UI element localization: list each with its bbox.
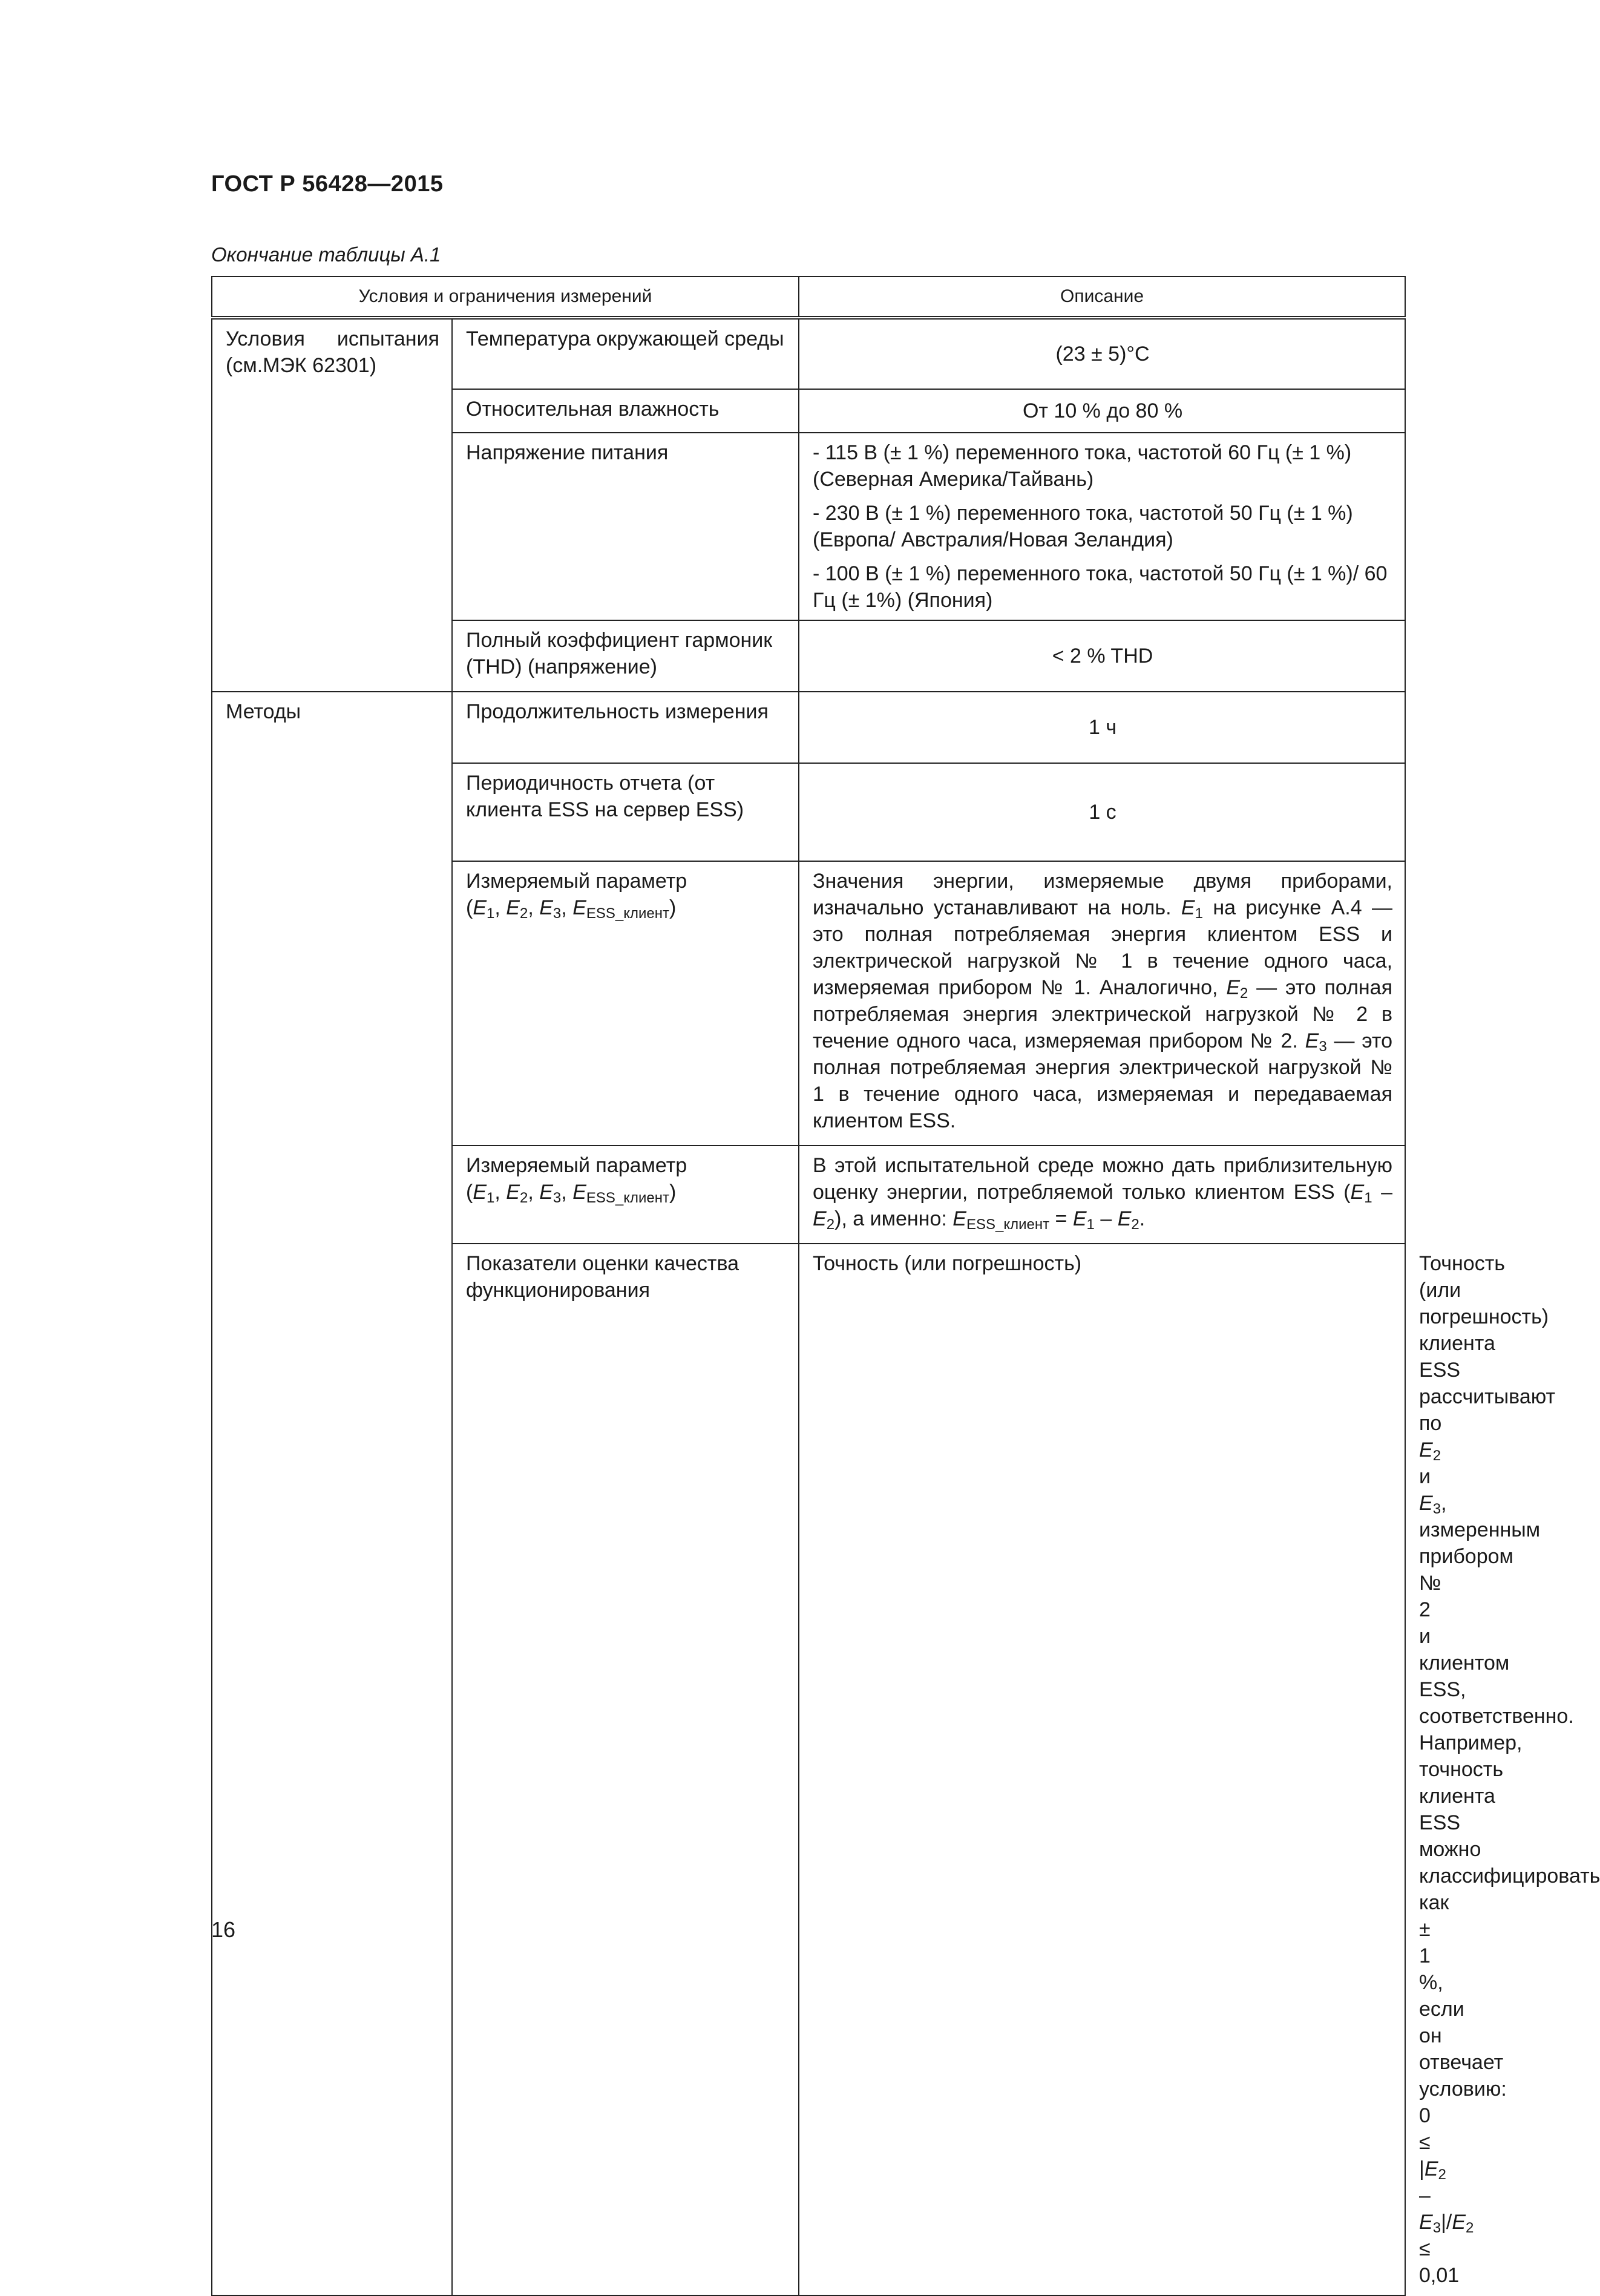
symbol-e: E [1419,2211,1433,2234]
row-value-measured-2: В этой испытательной среде можно дать приблизительную оценку энергии, потребляемой только клиентом ESS $(E_1 - E_2)$, а именно: $E_{ESS\_клиент} = E_1 - E_2$. [799,1146,1405,1244]
text-fragment: и [1419,1465,1431,1488]
symbol-e: E [813,1207,827,1230]
symbol-e: E [1424,2157,1438,2180]
subscript: 3 [1432,1501,1441,1517]
subscript: 2 [519,905,528,922]
table-caption: Окончание таблицы А.1 [211,243,441,266]
row-label-measured-1: Измеряемый параметр ($E_1$, $E_2$, $E_3$, $E_{ESS\_клиент}$) [452,861,799,1146]
measured-param-label: Измеряемый параметр [466,870,687,893]
symbol-e: E [1117,1207,1132,1230]
measured-param-label: Измеряемый параметр [466,1154,687,1177]
text-fragment: ), а именно: [834,1207,953,1230]
symbol-e: E [539,1181,553,1204]
symbol-e: E [506,1181,520,1204]
text-fragment: — это полная потребляемая энергия электрической нагрузкой № 1 в течение одного часа, измеряемая и передаваемая клиентом ESS. [813,1029,1393,1132]
subscript: 3 [552,1190,562,1206]
row-label-duration: Продолжительность измерения [452,692,799,763]
subscript: 1 [1364,1190,1372,1206]
subscript: 1 [487,1190,495,1206]
symbol-e: E [1181,896,1195,919]
text-fragment: на рисунке А.4 — это полная потребляемая энергия клиентом ESS и электрической нагрузкой № 1 в течение одного часа, измеряемая прибором № 1. Аналогично, [813,896,1393,999]
symbol-e: E [952,1207,966,1230]
row-label-voltage: Напряжение питания [452,433,799,620]
table-row [212,318,1405,389]
row-value-temperature: (23 ± 5)°C [799,318,1405,389]
symbol-e: E [1305,1029,1319,1052]
subscript: 1 [487,905,495,922]
subscript: 2 [1432,1448,1441,1464]
row-value-voltage-list [799,433,1405,620]
group-performance: Показатели оценки качества функционирования [452,1244,799,2295]
row-value-report-period: 1 с [799,763,1405,861]
symbol-e: E [572,896,586,919]
symbol-e: E [539,896,553,919]
subscript: 1 [1195,905,1203,922]
row-value-measured-1 [799,861,1405,1146]
text-fragment: Точность (или погрешность) клиента ESS рассчитывают по [1419,1252,1556,1435]
subscript: 3 [1432,2220,1441,2236]
subscript: 1 [1086,1216,1095,1233]
document-header: ГОСТ Р 56428—2015 [211,171,444,197]
row-label-temperature: Температура окружающей среды [452,318,799,389]
voltage-item-japan: - 100 В (± 1 %) переменного тока, частотой 50 Гц (± 1 %)/ 60 Гц (± 1%) (Япония) [813,562,1388,612]
symbol-e: E [1419,1438,1433,1461]
text-fragment: , измеренным прибором № 2 и клиентом ESS, соответственно. Например, точность клиента ESS можно классифицировать как ± 1 %, если он отвечает условию: 0 ≤ | [1419,1492,1600,2180]
symbol-e: E [1350,1181,1365,1204]
row-label-measured-2: Измеряемый параметр ($E_1$, $E_2$, $E_3$, $E_{ESS\_клиент}$) [452,1146,799,1244]
text-fragment: Значения энергии, измеряемые двумя приборами, изначально устанавливают на ноль. [813,870,1393,919]
table-header-row [212,277,1405,318]
subscript: ESS_клиент [586,905,670,922]
symbol-e: E [1452,2211,1466,2234]
row-label-thd: Полный коэффициент гармоник (THD) (напряжение) [452,620,799,692]
subscript: ESS_клиент [586,1190,670,1206]
subscript: 2 [1438,2166,1446,2183]
group-test-conditions: Условия испытания (см.МЭК 62301) [212,318,452,692]
table-row: Показатели оценки качества функционирования Точность (или погрешность) Точность (или погрешность) клиента ESS рассчитывают по $E_2$ и $E_3$, измеренным прибором № 2 и клиентом ESS, соответственно. Например, точность клиента ESS можно классифицировать как ± 1 %, если он отвечает условию: $0 \le |E_2 - E_3|/E_2 \le 0,01$ [212,1244,1405,2295]
symbol-e: E [473,896,487,919]
header-description: Описание [799,277,1405,318]
measurement-conditions-table [211,276,1600,2296]
header-conditions: Условия и ограничения измерений [212,277,799,318]
voltage-item-north-america: - 115 В (± 1 %) переменного тока, частотой 60 Гц (± 1 %) (Северная Америка/Тайвань) [813,441,1352,491]
subscript: 2 [1131,1216,1139,1233]
group-methods: Методы [212,692,452,2295]
subscript: 2 [519,1190,528,1206]
voltage-item-europe: - 230 В (± 1 %) переменного тока, частотой 50 Гц (± 1 %) (Европа/ Австралия/Новая Зеландия) [813,502,1353,551]
row-value-thd: < 2 % THD [799,620,1405,692]
row-value-duration: 1 ч [799,692,1405,763]
symbol-e: E [1226,976,1240,999]
row-value-humidity: От 10 % до 80 % [799,389,1405,433]
table-row [212,692,1405,763]
subscript: 2 [1240,985,1248,1002]
subscript: ESS_клиент [966,1216,1050,1233]
row-label-accuracy: Точность (или погрешность) [799,1244,1405,2295]
symbol-e: E [1072,1207,1087,1230]
symbol-e: E [572,1181,586,1204]
subscript: 2 [826,1216,835,1233]
row-label-humidity: Относительная влажность [452,389,799,433]
page-number: 16 [211,1917,236,1942]
subscript: 3 [552,905,562,922]
text-fragment: В этой испытательной среде можно дать приблизительную оценку энергии, потребляемой только клиентом ESS ( [813,1154,1393,1204]
text-fragment: — это полная потребляемая энергия электрической нагрузкой № 2 в течение одного часа, измеряемая прибором № 2. [813,976,1393,1052]
row-label-report-period: Периодичность отчета (от клиента ESS на сервер ESS) [452,763,799,861]
symbol-e: E [1419,1492,1433,1515]
symbol-e: E [506,896,520,919]
subscript: 3 [1319,1038,1327,1055]
symbol-e: E [473,1181,487,1204]
subscript: 2 [1466,2220,1474,2236]
